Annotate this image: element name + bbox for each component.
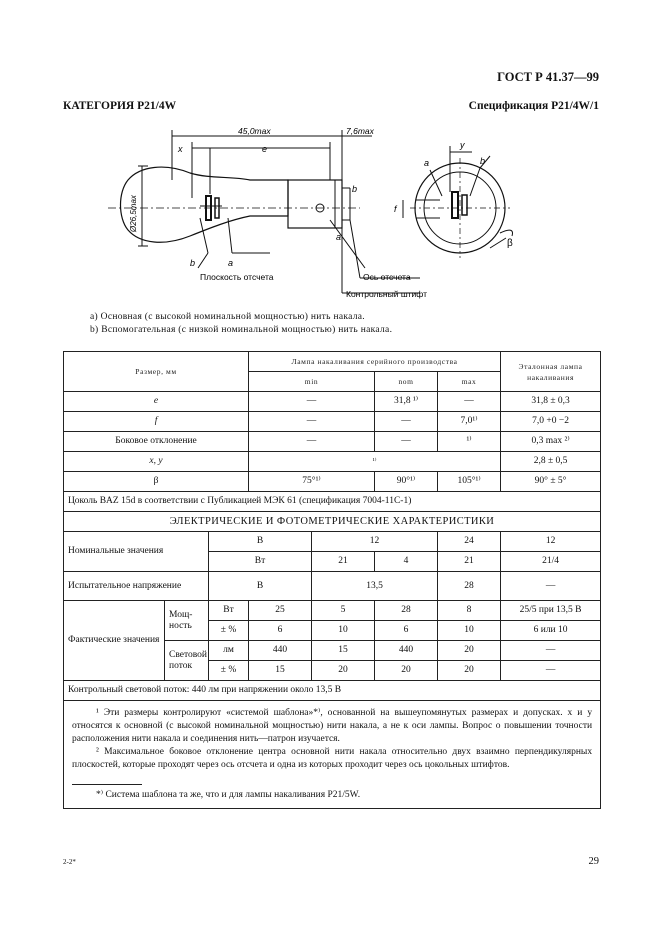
lamp-drawing bbox=[60, 118, 600, 308]
cell-ref: 7,0 +0 −2 bbox=[501, 412, 601, 432]
control-flux-note: Контрольный световой поток: 440 лм при напряжении около 13,5 В bbox=[64, 681, 601, 701]
spec-table bbox=[63, 351, 601, 809]
unit-w: Вт bbox=[209, 552, 312, 572]
row-name: e bbox=[64, 392, 249, 412]
cell: 21 bbox=[312, 552, 375, 572]
row-name: f bbox=[64, 412, 249, 432]
cell: 28 bbox=[438, 572, 501, 601]
cell-ref: 31,8 ± 0,3 bbox=[501, 392, 601, 412]
flux-label: Световой поток bbox=[165, 641, 209, 681]
cell: — bbox=[501, 661, 601, 681]
cell-min: — bbox=[249, 432, 375, 452]
cell: 8 bbox=[438, 601, 501, 621]
cell: 440 bbox=[375, 641, 438, 661]
specification-title: Спецификация Р21/4W/1 bbox=[468, 100, 599, 112]
cell: 5 bbox=[312, 601, 375, 621]
cell: 21/4 bbox=[501, 552, 601, 572]
cell: 12 bbox=[501, 532, 601, 552]
cell-max: 105°¹⁾ bbox=[438, 472, 501, 492]
cell-max: 7,0¹⁾ bbox=[438, 412, 501, 432]
label-b-front: b bbox=[480, 156, 486, 166]
header-serial-lamps: Лампа накаливания серийного производства bbox=[249, 352, 501, 372]
label-b-base: b bbox=[352, 184, 358, 194]
cell: 25/5 при 13,5 В bbox=[501, 601, 601, 621]
table-row bbox=[64, 392, 601, 412]
cell-min: — bbox=[249, 412, 375, 432]
cell-ref: 2,8 ± 0,5 bbox=[501, 452, 601, 472]
header-min: min bbox=[249, 372, 375, 392]
cell-min: 75°¹⁾ bbox=[249, 472, 375, 492]
cell: 25 bbox=[249, 601, 312, 621]
cell-nom: — bbox=[375, 412, 438, 432]
label-b-side: b bbox=[190, 258, 196, 268]
cell: 20 bbox=[438, 661, 501, 681]
base-note: Цоколь BAZ 15d в соответствии с Публикацией МЭК 61 (спецификация 7004-11С-1) bbox=[64, 492, 601, 512]
footnote-1: ¹ Эти размеры контролируют «системой шаблона»*⁾, основанной на вышеупомянутых размерах и допусках. x и y относятся к основной (с высокой номинальной мощностью) нити накала, а не к оси лампы. Вопрос о повышении точности расположения нити накала и соединения нить—патрон изучается. bbox=[72, 708, 593, 744]
unit-pct: ± % bbox=[209, 661, 249, 681]
footnote-3: *⁾ Система шаблона та же, что и для лампы накаливания Р21/5W. bbox=[96, 790, 361, 800]
label-beta: β bbox=[507, 238, 513, 249]
cell-nom: — bbox=[375, 432, 438, 452]
cell: 4 bbox=[375, 552, 438, 572]
cell: 21 bbox=[438, 552, 501, 572]
table-row bbox=[64, 412, 601, 432]
row-name: β bbox=[64, 472, 249, 492]
cell-nom: 90°¹⁾ bbox=[375, 472, 438, 492]
category-title: КАТЕГОРИЯ Р21/4W bbox=[63, 100, 177, 112]
callout-reference-plane: Плоскость отсчета bbox=[200, 272, 274, 282]
callout-reference-axis: Ось отсчета bbox=[363, 272, 411, 282]
cell: 6 bbox=[375, 621, 438, 641]
unit-lm: лм bbox=[209, 641, 249, 661]
table-row bbox=[64, 452, 601, 472]
cell-min: — bbox=[249, 392, 375, 412]
footnotes-cell bbox=[64, 701, 601, 809]
header-nom: nom bbox=[375, 372, 438, 392]
cell-max: — bbox=[438, 392, 501, 412]
table-row bbox=[64, 432, 601, 452]
unit-v: В bbox=[209, 532, 312, 552]
label-x: x bbox=[178, 144, 183, 154]
footer-mark: 2-2* bbox=[63, 858, 76, 866]
nominal-label: Номинальные значения bbox=[64, 532, 209, 572]
note-a: a) Основная (с высокой номинальной мощностью) нить накала. bbox=[90, 312, 365, 322]
page-number: 29 bbox=[588, 856, 599, 867]
unit-pct: ± % bbox=[209, 621, 249, 641]
actual-values-label: Фактические значения bbox=[64, 601, 165, 681]
label-y: y bbox=[460, 140, 465, 150]
dim-diameter: Ø26,5max bbox=[129, 195, 138, 232]
header-dimension: Размер, мм bbox=[64, 352, 249, 392]
cell: — bbox=[501, 641, 601, 661]
row-name: Боковое отклонение bbox=[64, 432, 249, 452]
cell: — bbox=[501, 572, 601, 601]
label-a-side: a bbox=[228, 258, 234, 268]
cell: 10 bbox=[438, 621, 501, 641]
footnote-divider bbox=[72, 784, 142, 785]
cell: 6 или 10 bbox=[501, 621, 601, 641]
unit-w: Вт bbox=[209, 601, 249, 621]
row-name: x, y bbox=[64, 452, 249, 472]
cell: 28 bbox=[375, 601, 438, 621]
section-title: ЭЛЕКТРИЧЕСКИЕ И ФОТОМЕТРИЧЕСКИЕ ХАРАКТЕРИСТИКИ bbox=[64, 512, 601, 532]
cell: 440 bbox=[249, 641, 312, 661]
label-e: e bbox=[262, 144, 268, 154]
label-f: f bbox=[394, 204, 397, 214]
cell: 24 bbox=[438, 532, 501, 552]
label-a-base: a bbox=[336, 232, 342, 242]
note-b: b) Вспомогательная (с низкой номинальной мощностью) нить накала. bbox=[90, 325, 393, 335]
label-a-front: a bbox=[424, 158, 430, 168]
cell: 10 bbox=[312, 621, 375, 641]
table-row bbox=[64, 472, 601, 492]
cell: 15 bbox=[249, 661, 312, 681]
cell: 6 bbox=[249, 621, 312, 641]
standard-number: ГОСТ Р 41.37—99 bbox=[497, 70, 599, 84]
header-reference-lamp: Эталонная лампа накаливания bbox=[501, 352, 601, 392]
cell: 12 bbox=[312, 532, 438, 552]
callout-control-pin: Контрольный штифт bbox=[346, 289, 427, 299]
cell: 13,5 bbox=[312, 572, 438, 601]
cell: 20 bbox=[312, 661, 375, 681]
dim-overall-length: 45,0max bbox=[238, 126, 271, 136]
cell: 20 bbox=[375, 661, 438, 681]
cell-span: ¹⁾ bbox=[249, 452, 501, 472]
header-max: max bbox=[438, 372, 501, 392]
unit-v: В bbox=[209, 572, 312, 601]
test-voltage-label: Испытательное напряжение bbox=[64, 572, 209, 601]
cell-ref: 90° ± 5° bbox=[501, 472, 601, 492]
cell-ref: 0,3 max ²⁾ bbox=[501, 432, 601, 452]
cell: 20 bbox=[438, 641, 501, 661]
cell-nom: 31,8 ¹⁾ bbox=[375, 392, 438, 412]
dim-base-length: 7,6max bbox=[346, 126, 374, 136]
power-label: Мощ-ность bbox=[165, 601, 209, 641]
cell-max: ¹⁾ bbox=[438, 432, 501, 452]
cell: 15 bbox=[312, 641, 375, 661]
footnote-2: ² Максимальное боковое отклонение центра основной нити накала относительно двух взаимно перпендикулярных плоскостей, которые проходят через ось отсчета и одна из которых проходит через ось цокольных штифтов. bbox=[72, 747, 593, 770]
